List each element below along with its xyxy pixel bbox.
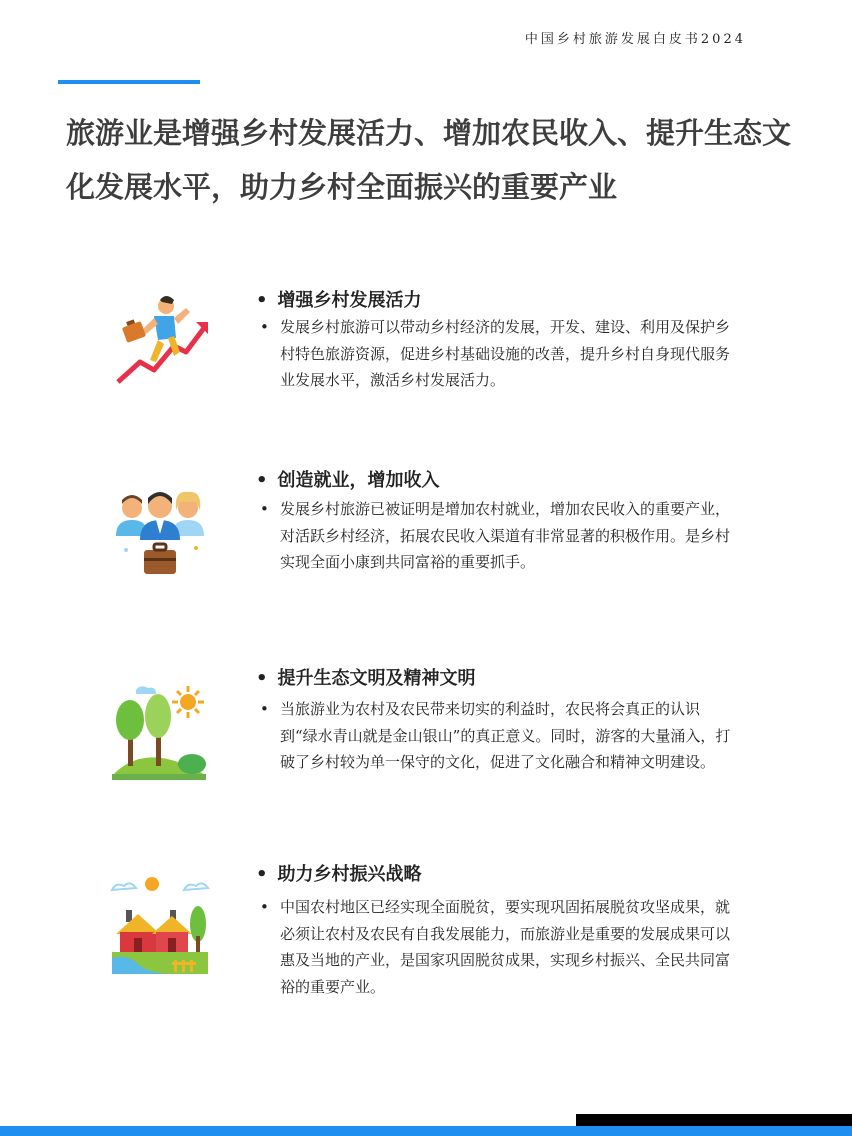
footer-bar-dark [576,1114,852,1126]
bullet-dot: • [260,500,269,518]
village-houses-icon [108,874,212,978]
section-heading [256,860,422,886]
page-title: 旅游业是增强乡村发展活力、增加农民收入、提升生态文化发展水平，助力乡村全面振兴的重要产业 [66,116,792,204]
section-body [260,314,736,394]
accent-line [58,80,200,84]
trees-sun-icon [108,682,212,786]
bullet-dot: • [256,470,268,491]
section-body-text: 当旅游业为农村及农民带来切实的利益时，农民将会真正的认识到“绿水青山就是金山银山”的真正意义。同时，游客的大量涌入，打破了乡村较为单一保守的文化，促进了文化融合和精神文明建设。 [280,700,731,771]
section-body-text: 中国农村地区已经实现全面脱贫，要实现巩固拓展脱贫攻坚成果，就必须让农村及农民有自我发展能力，而旅游业是重要的发展成果可以惠及当地的产业，是国家巩固脱贫成果，实现乡村振兴、全民共同富裕的重要产业。 [280,898,731,996]
section-body [260,496,736,576]
section-heading [256,664,476,690]
bullet-dot: • [260,318,269,336]
section-heading-text: 创造就业，增加收入 [277,470,440,491]
report-title: 中国乡村旅游发展白皮书2024 [524,32,746,47]
bullet-dot: • [256,864,268,885]
section-heading-text: 提升生态文明及精神文明 [277,668,476,689]
bullet-dot: • [256,668,268,689]
section-heading [256,286,422,312]
section-body [260,696,736,776]
bullet-dot: • [260,700,269,718]
section-body-text: 发展乡村旅游可以带动乡村经济的发展，开发、建设、利用及保护乡村特色旅游资源，促进乡村基础设施的改善，提升乡村自身现代服务业发展水平，激活乡村发展活力。 [280,318,731,389]
section-heading [256,466,440,492]
employees-briefcase-icon [108,484,212,588]
section-body [260,894,736,1000]
footer-bar-accent [0,1126,852,1136]
growth-businessman-icon [108,290,212,394]
section-body-text: 发展乡村旅游已被证明是增加农村就业，增加农民收入的重要产业，对活跃乡村经济，拓展农民收入渠道有非常显著的积极作用。是乡村实现全面小康到共同富裕的重要抓手。 [280,500,731,571]
bullet-dot: • [260,898,269,916]
bullet-dot: • [256,290,268,311]
section-heading-text: 助力乡村振兴战略 [277,864,422,885]
section-heading-text: 增强乡村发展活力 [277,290,422,311]
